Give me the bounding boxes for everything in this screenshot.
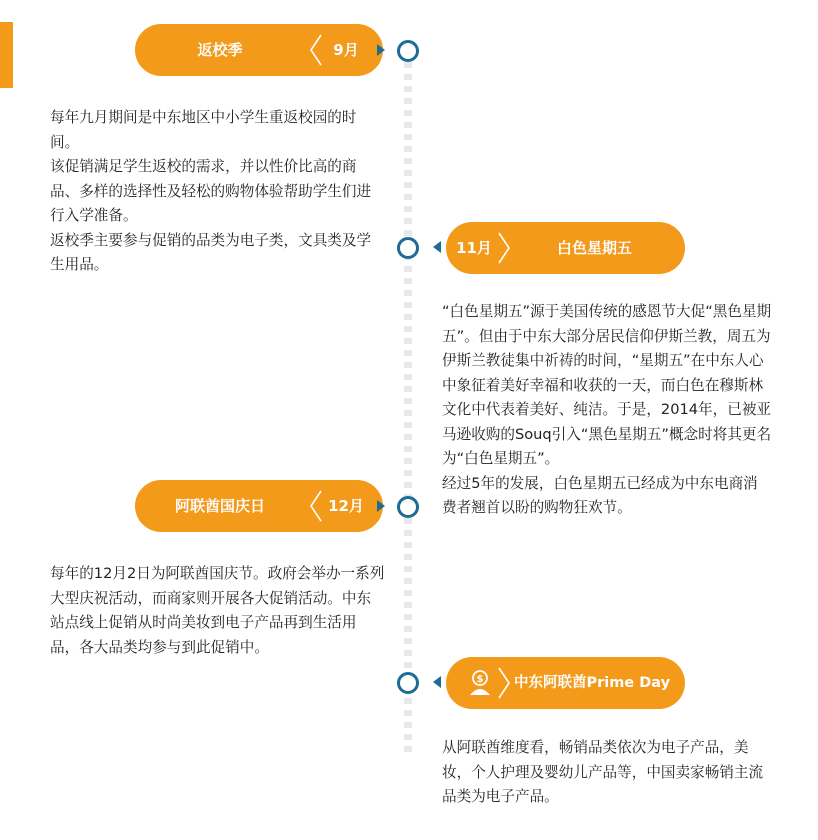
dollar-person-icon — [468, 670, 492, 696]
chevron-divider-icon — [309, 33, 323, 67]
event-month: 9月 — [333, 41, 359, 59]
event-title: 阿联酋国庆日 — [174, 497, 265, 515]
event-pill-prime-day — [446, 657, 685, 709]
timeline-node — [397, 40, 419, 62]
event-description — [50, 562, 385, 660]
pointer-left-icon — [433, 676, 441, 688]
event-description — [442, 300, 772, 521]
chevron-divider-icon — [497, 231, 511, 265]
timeline-node — [397, 496, 419, 518]
pointer-left-icon — [433, 241, 441, 253]
description-paragraph: 从阿联酋维度看，畅销品类依次为电子产品，美妆，个人护理及婴幼儿产品等，中国卖家畅销主流品类为电子产品。 — [442, 739, 764, 805]
event-pill-white-friday — [446, 222, 685, 274]
description-paragraph: 每年的12月2日为阿联酋国庆节。政府会举办一系列大型庆祝活动，而商家则开展各大促销活动。中东站点线上促销从时尚美妆到电子产品再到生活用品，各大品类均参与到此促销中。 — [50, 565, 385, 656]
description-paragraph: 返校季主要参与促销的品类为电子类，文具类及学生用品。 — [50, 231, 372, 273]
accent-edge-bar — [0, 22, 13, 88]
pointer-right-icon — [377, 44, 385, 56]
description-paragraph: “白色星期五”源于美国传统的感恩节大促“黑色星期五”。但由于中东大部分居民信仰伊斯兰教，周五为伊斯兰教徒集中祈祷的时间，“星期五”在中东人心中象征着美好幸福和收获的一天，而白色在穆斯林文化中代表着美好、纯洁。于是，2014年，已被亚马逊收购的Souq引入“黑色星期五”概念时将其更名为“白色星期五”。 — [442, 303, 772, 467]
event-title: 返校季 — [197, 41, 243, 59]
timeline-node — [397, 672, 419, 694]
event-title: 白色星期五 — [556, 239, 632, 257]
svg-text:$: $ — [476, 674, 484, 685]
description-paragraph: 每年九月期间是中东地区中小学生重返校园的时间。 — [50, 109, 357, 151]
event-pill-uae-national-day — [135, 480, 383, 532]
event-pill-back-to-school — [135, 24, 383, 76]
event-month: 12月 — [328, 497, 364, 515]
timeline-axis — [404, 50, 412, 755]
description-paragraph: 经过5年的发展，白色星期五已经成为中东电商消费者翘首以盼的购物狂欢节。 — [442, 474, 758, 516]
pointer-right-icon — [377, 500, 385, 512]
event-month: 11月 — [456, 239, 492, 257]
event-title: 中东阿联酋Prime Day — [513, 675, 671, 691]
event-description — [442, 736, 774, 810]
description-paragraph: 该促销满足学生返校的需求，并以性价比高的商品、多样的选择性及轻松的购物体验帮助学生们进行入学准备。 — [50, 158, 372, 224]
timeline-node — [397, 237, 419, 259]
event-description — [50, 106, 382, 278]
